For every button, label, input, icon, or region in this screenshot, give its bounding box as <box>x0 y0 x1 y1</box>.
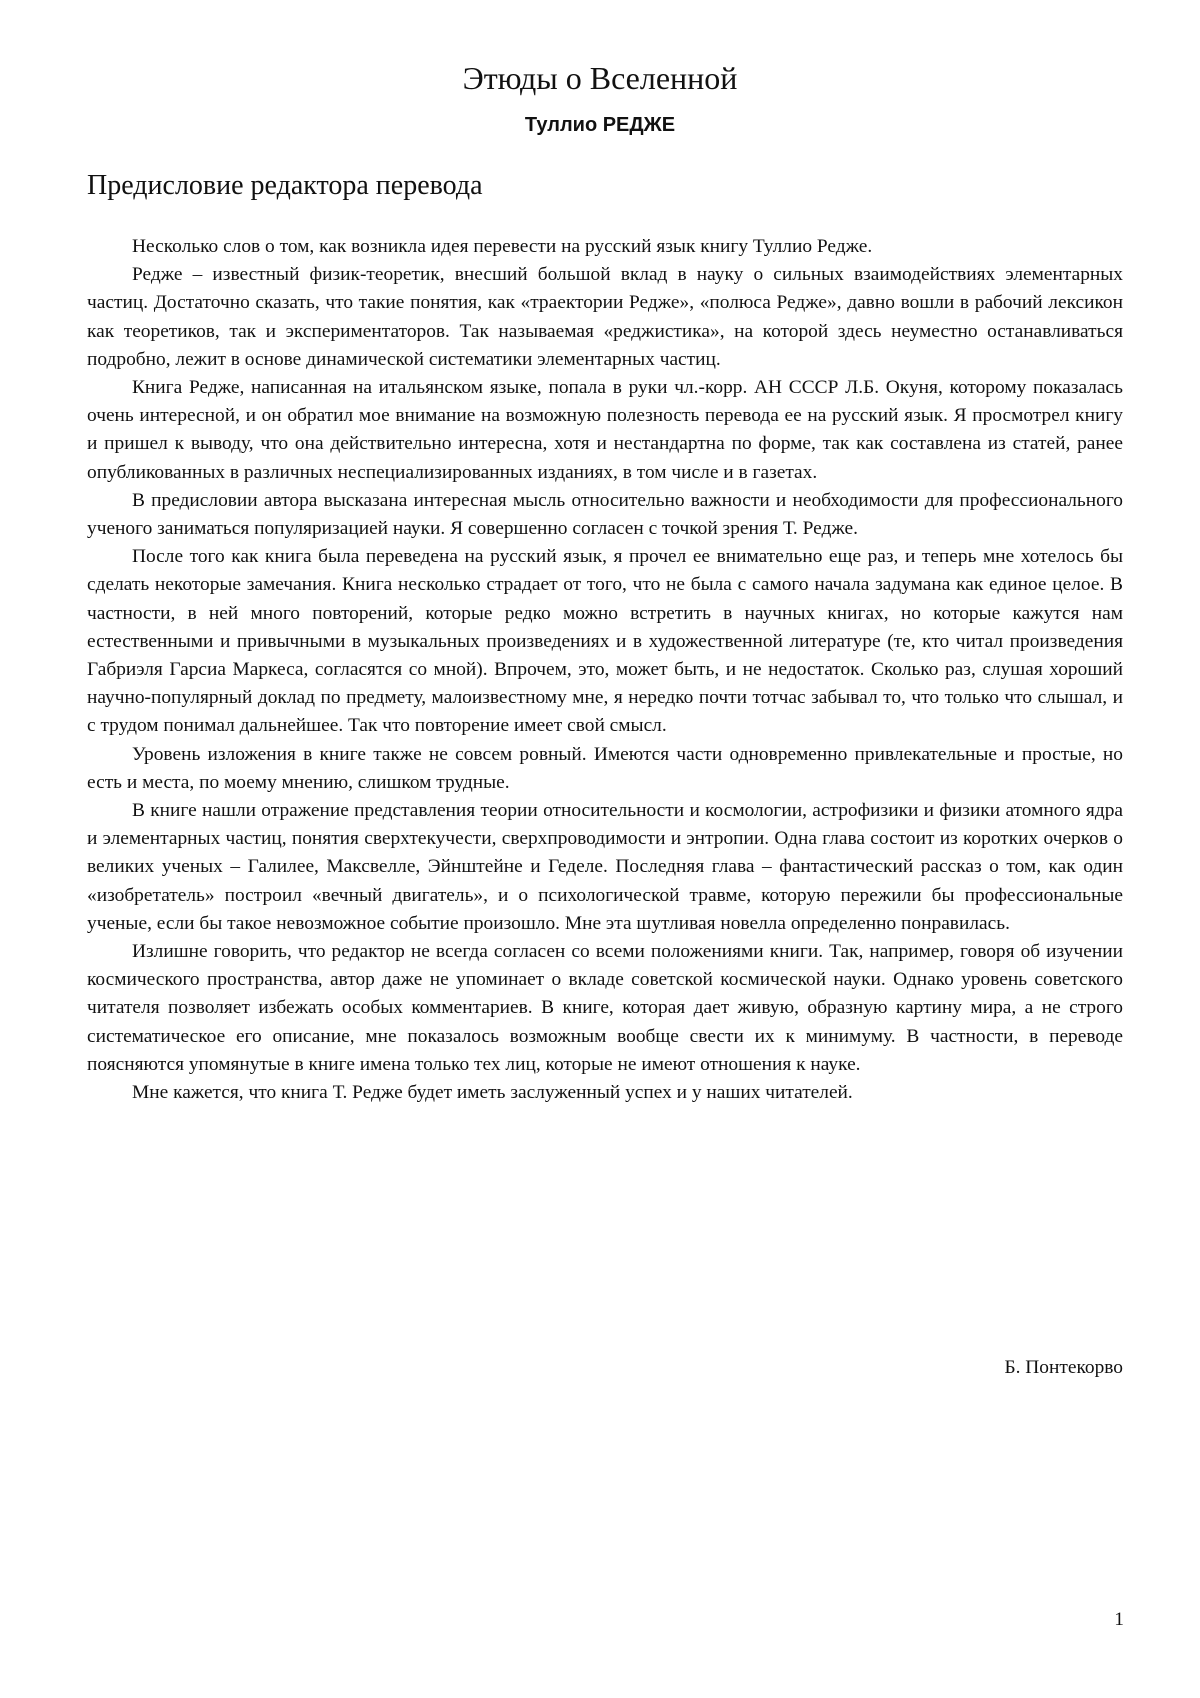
signature: Б. Понтекорво <box>1004 1357 1123 1378</box>
section-heading: Предисловие редактора перевода <box>87 170 483 201</box>
document-author: Туллио РЕДЖЕ <box>524 114 676 136</box>
paragraph-8: Излишне говорить, что редактор не всегда согласен со всеми положениями книги. Так, например, говоря об изучении космического пространства, автор даже не упоминает о вкладе советской космической науки. Однако уровень советского читателя позволяет избежать особых комментариев. В книге, которая дает живую, образную картину мира, а не строго систематическое его описание, мне показалось возможным вообще свести их к минимуму. В частности, в переводе поясняются упомянутые в книге имена только тех лиц, которые не имеют отношения к науке. <box>87 941 1123 1075</box>
paragraph-2: Редже – известный физик-теоретик, внесший большой вклад в науку о сильных взаимодействиях элементарных частиц. Достаточно сказать, что такие понятия, как «траектории Редже», «полюса Редже», давно вошли в рабочий лексикон как теоретиков, так и экспериментаторов. Так называемая «реджистика», на которой здесь неуместно останавливаться подробно, лежит в основе динамической систематики элементарных частиц. <box>87 264 1123 370</box>
paragraph-5: После того как книга была переведена на русский язык, я прочел ее внимательно еще раз, и теперь мне хотелось бы сделать некоторые замечания. Книга несколько страдает от того, что не была с самого начала задумана как единое целое. В частности, в ней много повторений, которые редко можно встретить в научных книгах, но которые кажутся нам естественными и привычными в музыкальных произведениях и в художественной литературе (те, кто читал произведения Габриэля Гарсиа Маркеса, согласятся со мной). Впрочем, это, может быть, и не недостаток. Сколько раз, слушая хороший научно-популярный доклад по предмету, малоизвестному мне, я нередко почти тотчас забывал то, что только что слышал, и с трудом понимал дальнейшее. Так что повторение имеет свой смысл. <box>87 546 1123 737</box>
paragraph-9: Мне кажется, что книга Т. Редже будет иметь заслуженный успех и у наших читателей. <box>132 1082 853 1104</box>
paragraph-7: В книге нашли отражение представления теории относительности и космологии, астрофизики и физики атомного ядра и элементарных частиц, понятия сверхтекучести, сверхпроводимости и энтропии. Одна глава состоит из коротких очерков о великих ученых – Галилее, Максвелле, Эйнштейне и Геделе. Последняя глава – фантастический рассказ о том, как один «изобретатель» построил «вечный двигатель», и о психологической травме, которую пережили бы профессиональные ученые, если бы такое невозможное событие произошло. Мне эта шутливая новелла определенно понравилась. <box>87 800 1123 934</box>
paragraph-6: Уровень изложения в книге также не совсем ровный. Имеются части одновременно привлекательные и простые, но есть и места, по моему мнению, слишком трудные. <box>87 743 1123 793</box>
document-title: Этюды о Вселенной <box>462 60 738 96</box>
paragraph-4: В предисловии автора высказана интересная мысль относительно важности и необходимости для профессионального ученого заниматься популяризацией науки. Я совершенно согласен с точкой зрения Т. Редже. <box>87 489 1123 540</box>
body-text <box>87 233 1123 1107</box>
paragraph-3: Книга Редже, написанная на итальянском языке, попала в руки чл.-корр. АН СССР Л.Б. Окуня, которому показалась очень интересной, и он обратил мое внимание на возможную полезность перевода ее на русский язык. Я просмотрел книгу и пришел к выводу, что она действительно интересна, хотя и нестандартна по форме, так как составлена из статей, ранее опубликованных в различных неспециализированных изданиях, в том числе и в газетах. <box>87 377 1123 483</box>
paragraph-1: Несколько слов о том, как возникла идея перевести на русский язык книгу Туллио Редже. <box>132 236 873 257</box>
page-number: 1 <box>1114 1609 1124 1630</box>
